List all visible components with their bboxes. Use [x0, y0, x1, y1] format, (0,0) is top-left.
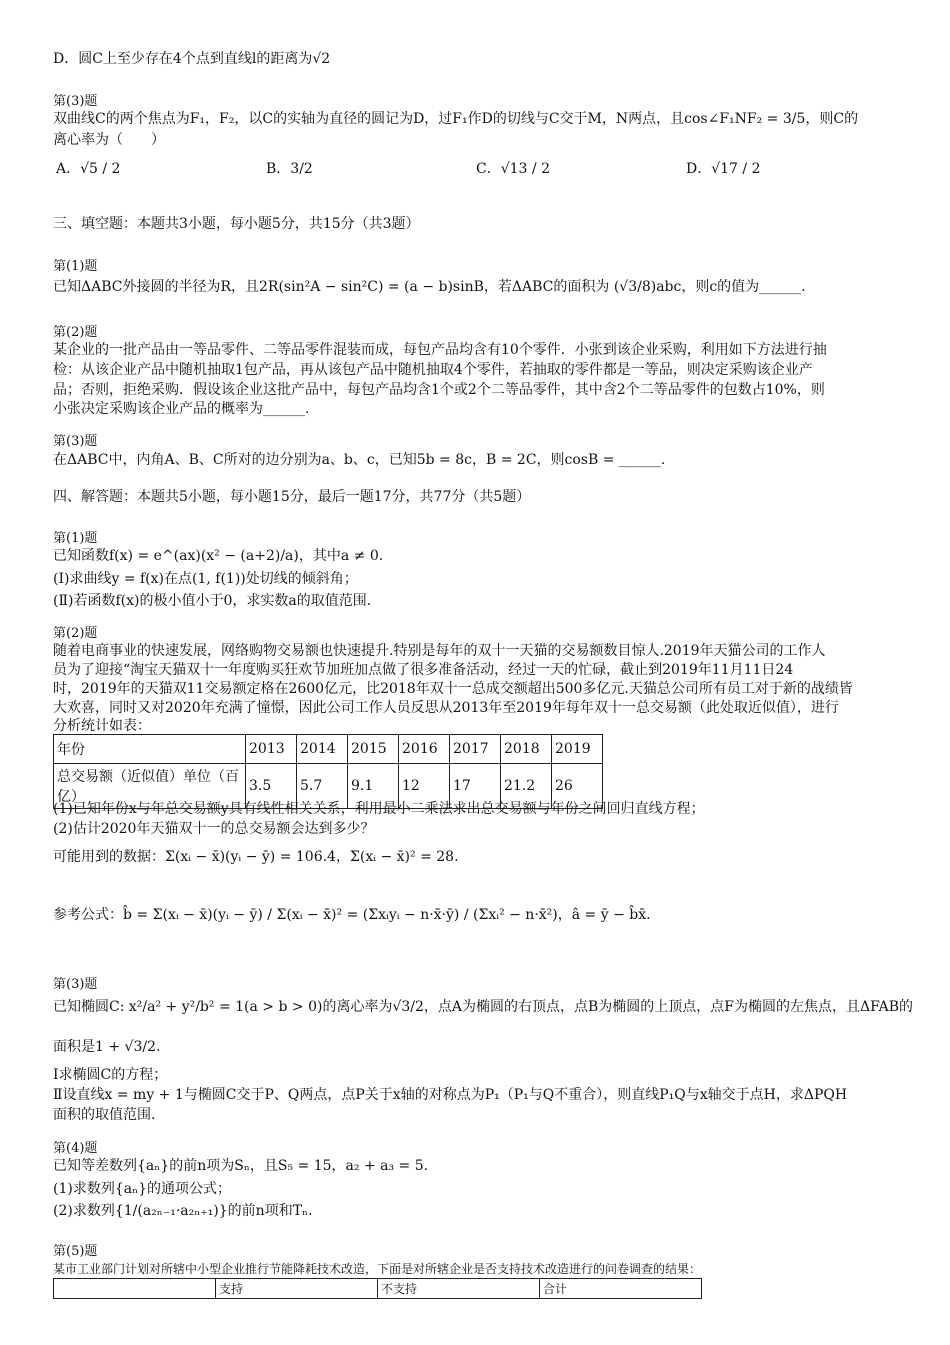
table-row-label: 总交易额（近似值）单位（百亿）	[54, 764, 246, 809]
survey-table	[53, 1278, 702, 1299]
question-text: 在ΔABC中，内角A、B、C所对的边分别为a、b、c，已知5b = 8c，B = 2C，则cosB = ______.	[53, 452, 666, 468]
table-header-cell: 2016	[399, 735, 450, 764]
question-text: Ⅰ求椭圆C的方程；	[53, 1067, 168, 1083]
question-text: 大欢喜，同时又对2020年充满了憧憬，因此公司工作人员反思从2013年至2019年每年双十一总交易额（此处取近似值），进行	[53, 700, 839, 716]
table-header-cell: 2018	[501, 735, 552, 764]
question-label: 第(4)题	[53, 1141, 98, 1156]
table-header-cell: 2015	[348, 735, 399, 764]
question-text: 面积的取值范围.	[53, 1107, 156, 1123]
question-text: 员为了迎接“淘宝天猫双十一年度购买狂欢节加班加点做了很多准备活动，经过一天的忙碌，截止到2019年11月11日24	[53, 662, 794, 678]
question-label: 第(5)题	[53, 1244, 98, 1259]
question-text: 品；否则，拒绝采购．假设该企业这批产品中，每包产品均含1个或2个二等品零件，其中含2个二等品零件的包数占10%，则	[53, 382, 825, 398]
question-text: 某市工业部门计划对所辖中小型企业推行节能降耗技术改造，下面是对所辖企业是否支持技术改造进行的问卷调查的结果：	[53, 1262, 702, 1276]
question-text: 可能用到的数据：Σ(xᵢ − x̄)(yᵢ − ȳ) = 106.4，Σ(xᵢ − x̄)² = 28.	[53, 849, 459, 865]
question-text: 双曲线C的两个焦点为F₁，F₂，以C的实轴为直径的圆记为D，过F₁作D的切线与C交于M，N两点，且cos∠F₁NF₂ = 3/5，则C的	[53, 111, 859, 127]
question-text: (1)已知年份x与年总交易额y具有线性相关关系，利用最小二乘法求出总交易额与年份之间回归直线方程；	[53, 801, 705, 817]
question-text: 已知ΔABC外接圆的半径为R，且2R(sin²A − sin²C) = (a − b)sinB，若ΔABC的面积为 (√3/8)abc，则c的值为______.	[53, 279, 806, 295]
option-c: C．√13 / 2	[476, 161, 550, 177]
question-text: 分析统计如表：	[53, 718, 151, 734]
table-cell: 5.7	[297, 764, 348, 809]
table-row	[54, 1279, 702, 1299]
question-text: Ⅱ设直线x = my + 1与椭圆C交于P、Q两点，点P关于x轴的对称点为P₁（P₁与Q不重合），则直线P₁Q与x轴交于点H，求ΔPQH	[53, 1087, 848, 1103]
question-label: 第(3)题	[53, 977, 98, 992]
question-text: 时，2019年的天猫双11交易额定格在2600亿元，比2018年双十一总成交额超出500多亿元.天猫总公司所有员工对于新的战绩皆	[53, 681, 853, 697]
option-d-text: D．圆C上至少存在4个点到直线l的距离为√2	[53, 51, 331, 67]
table-header-cell: 2017	[450, 735, 501, 764]
table-cell: 21.2	[501, 764, 552, 809]
question-label: 第(2)题	[53, 325, 98, 340]
question-text: 面积是1 + √3/2.	[53, 1039, 161, 1055]
question-text: 某企业的一批产品由一等品零件、二等品零件混装而成，每包产品均含有10个零件．小张到该企业采购，利用如下方法进行抽	[53, 342, 827, 358]
section-heading: 三、填空题：本题共3小题，每小题5分，共15分（共3题）	[53, 216, 420, 232]
question-label: 第(1)题	[53, 531, 98, 546]
question-text: (2)估计2020年天猫双十一的总交易额会达到多少？	[53, 821, 375, 837]
table-cell: 12	[399, 764, 450, 809]
question-text: 已知函数f(x) = e^(ax)(x² − (a+2)/a)，其中a ≠ 0.	[53, 548, 384, 564]
question-label: 第(3)题	[53, 94, 98, 109]
table-header-cell: 2019	[552, 735, 603, 764]
table-header-cell: 2013	[246, 735, 297, 764]
table-header-cell	[54, 1279, 216, 1299]
option-a: A．√5 / 2	[56, 161, 121, 177]
table-cell: 26	[552, 764, 603, 809]
formula-text: 参考公式：b̂ = Σ(xᵢ − x̄)(yᵢ − ȳ) / Σ(xᵢ − x̄)² = (Σxᵢyᵢ − n·x̄·ȳ) / (Σxᵢ² − n·x̄²)，â = ȳ − b̂x̄.	[53, 907, 651, 923]
question-text: 离心率为（ ）	[53, 132, 165, 148]
question-text: (1)求数列{aₙ}的通项公式；	[53, 1181, 232, 1197]
question-label: 第(1)题	[53, 259, 98, 274]
table-header-cell: 支持	[216, 1279, 378, 1299]
question-text: 已知等差数列{aₙ}的前n项为Sₙ，且S₅ = 15，a₂ + a₃ = 5.	[53, 1158, 429, 1174]
table-row	[54, 735, 603, 764]
sales-table	[53, 734, 603, 809]
table-header-cell: 2014	[297, 735, 348, 764]
question-label: 第(2)题	[53, 626, 98, 641]
table-cell: 17	[450, 764, 501, 809]
table-header-cell: 年份	[54, 735, 246, 764]
question-text: 随着电商事业的快速发展，网络购物交易额也快速提升.特别是每年的双十一天猫的交易额数目惊人.2019年天猫公司的工作人	[53, 643, 826, 659]
question-text: (Ⅰ)求曲线y = f(x)在点(1, f(1))处切线的倾斜角；	[53, 571, 358, 587]
section-heading: 四、解答题：本题共5小题，每小题15分，最后一题17分，共77分（共5题）	[53, 489, 531, 505]
question-label: 第(3)题	[53, 434, 98, 449]
question-text: 小张决定采购该企业产品的概率为______.	[53, 401, 310, 417]
question-text: (Ⅱ)若函数f(x)的极小值小于0，求实数a的取值范围.	[53, 593, 372, 609]
question-text: 已知椭圆C: x²/a² + y²/b² = 1(a > b > 0)的离心率为√3/2，点A为椭圆的右顶点，点B为椭圆的上顶点，点F为椭圆的左焦点，且ΔFAB的	[53, 999, 914, 1015]
table-cell: 9.1	[348, 764, 399, 809]
question-text: (2)求数列{1/(a₂ₙ₋₁·a₂ₙ₊₁)}的前n项和Tₙ.	[53, 1203, 313, 1219]
table-header-cell: 合计	[540, 1279, 702, 1299]
option-b: B．3/2	[266, 161, 313, 177]
table-header-cell: 不支持	[378, 1279, 540, 1299]
question-text: 检：从该企业产品中随机抽取1包产品，再从该包产品中随机抽取4个零件，若抽取的零件都是一等品，则决定采购该企业产	[53, 362, 813, 378]
option-d: D．√17 / 2	[686, 161, 761, 177]
table-cell: 3.5	[246, 764, 297, 809]
